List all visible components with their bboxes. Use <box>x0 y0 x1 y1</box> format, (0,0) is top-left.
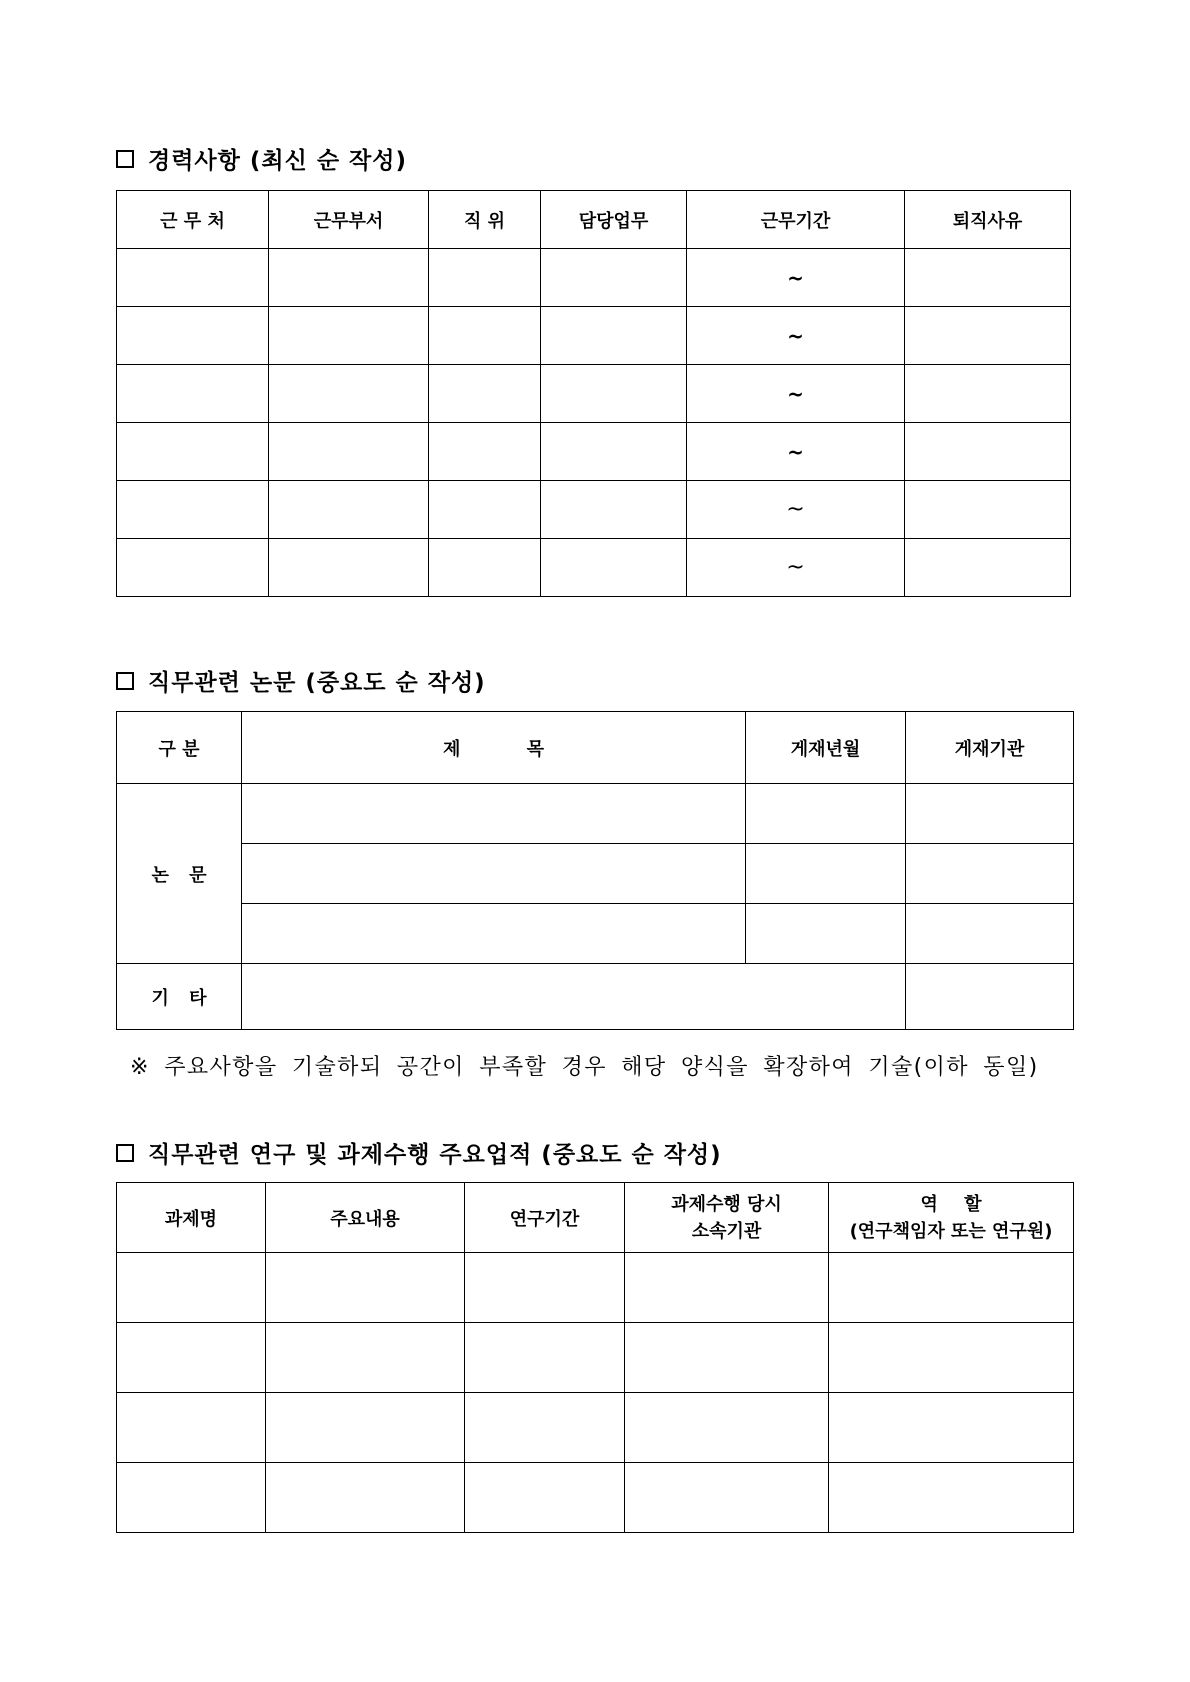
note-text: ※ 주요사항을 기술하되 공간이 부족할 경우 해당 양식을 확장하여 기술(이하 동일) <box>130 1055 1039 1080</box>
research-period-cell[interactable] <box>465 1393 625 1463</box>
affiliation-cell[interactable] <box>625 1463 829 1533</box>
papers-header-row <box>117 712 1074 784</box>
header-affiliation <box>625 1183 829 1253</box>
project-name-cell[interactable] <box>117 1393 266 1463</box>
checkbox-square-icon <box>116 1144 134 1162</box>
research-section-title <box>116 1136 722 1169</box>
paper-publisher-cell[interactable] <box>906 784 1074 844</box>
work-period-cell[interactable]: ~ <box>687 365 905 423</box>
papers-section-title <box>116 664 486 697</box>
main-content-cell[interactable] <box>266 1323 465 1393</box>
checkbox-square-icon <box>116 150 134 168</box>
resignation-reason-cell[interactable] <box>905 365 1071 423</box>
papers-title-text: 직무관련 논문 (중요도 순 작성) <box>148 670 486 696</box>
category-paper-cell: 논 문 <box>117 784 242 964</box>
research-period-cell[interactable] <box>465 1253 625 1323</box>
project-name-cell[interactable] <box>117 1463 266 1533</box>
table-row <box>117 964 1074 1030</box>
table-row <box>117 784 1074 844</box>
header-project-name: 과제명 <box>117 1183 266 1253</box>
paper-publisher-cell[interactable] <box>906 904 1074 964</box>
position-cell[interactable] <box>429 539 541 597</box>
workplace-cell[interactable] <box>117 249 269 307</box>
paper-date-cell[interactable] <box>746 904 906 964</box>
affiliation-cell[interactable] <box>625 1323 829 1393</box>
duties-cell[interactable] <box>541 249 687 307</box>
role-cell[interactable] <box>829 1323 1074 1393</box>
role-cell[interactable] <box>829 1393 1074 1463</box>
department-cell[interactable] <box>269 481 429 539</box>
career-table <box>116 190 1071 597</box>
department-cell[interactable] <box>269 307 429 365</box>
duties-cell[interactable] <box>541 423 687 481</box>
position-cell[interactable] <box>429 307 541 365</box>
workplace-cell[interactable] <box>117 423 269 481</box>
workplace-cell[interactable] <box>117 307 269 365</box>
header-work-period: 근무기간 <box>687 191 905 249</box>
duties-cell[interactable] <box>541 365 687 423</box>
header-role <box>829 1183 1074 1253</box>
research-header-row <box>117 1183 1074 1253</box>
other-title-cell[interactable] <box>242 964 906 1030</box>
paper-title-cell[interactable] <box>242 904 746 964</box>
affiliation-cell[interactable] <box>625 1393 829 1463</box>
header-affiliation-line2: 소속기관 <box>691 1220 762 1242</box>
header-research-period: 연구기간 <box>465 1183 625 1253</box>
header-position: 직 위 <box>429 191 541 249</box>
position-cell[interactable] <box>429 423 541 481</box>
duties-cell[interactable] <box>541 481 687 539</box>
affiliation-cell[interactable] <box>625 1253 829 1323</box>
position-cell[interactable] <box>429 481 541 539</box>
header-main-content: 주요내용 <box>266 1183 465 1253</box>
paper-date-cell[interactable] <box>746 784 906 844</box>
career-title-text: 경력사항 (최신 순 작성) <box>148 148 408 174</box>
project-name-cell[interactable] <box>117 1323 266 1393</box>
table-row <box>117 249 1071 307</box>
career-header-row <box>117 191 1071 249</box>
career-section-title <box>116 142 407 175</box>
paper-title-cell[interactable] <box>242 784 746 844</box>
header-duties: 담당업무 <box>541 191 687 249</box>
header-title-text: 제 목 <box>442 738 545 760</box>
other-publisher-cell[interactable] <box>906 964 1074 1030</box>
work-period-cell[interactable]: ~ <box>687 481 905 539</box>
project-name-cell[interactable] <box>117 1253 266 1323</box>
work-period-cell[interactable]: ~ <box>687 307 905 365</box>
research-title-text: 직무관련 연구 및 과제수행 주요업적 (중요도 순 작성) <box>148 1142 722 1168</box>
header-role-line1: 역 할 <box>920 1193 982 1215</box>
header-title <box>242 712 746 784</box>
header-workplace: 근 무 처 <box>117 191 269 249</box>
position-cell[interactable] <box>429 365 541 423</box>
table-row <box>117 307 1071 365</box>
table-row <box>117 904 1074 964</box>
duties-cell[interactable] <box>541 307 687 365</box>
paper-title-cell[interactable] <box>242 844 746 904</box>
research-period-cell[interactable] <box>465 1463 625 1533</box>
header-category: 구 분 <box>117 712 242 784</box>
main-content-cell[interactable] <box>266 1393 465 1463</box>
table-row <box>117 1393 1074 1463</box>
resignation-reason-cell[interactable] <box>905 307 1071 365</box>
checkbox-square-icon <box>116 672 134 690</box>
resignation-reason-cell[interactable] <box>905 539 1071 597</box>
position-cell[interactable] <box>429 249 541 307</box>
research-period-cell[interactable] <box>465 1323 625 1393</box>
work-period-cell[interactable]: ~ <box>687 539 905 597</box>
main-content-cell[interactable] <box>266 1463 465 1533</box>
department-cell[interactable] <box>269 539 429 597</box>
research-table <box>116 1182 1074 1533</box>
workplace-cell[interactable] <box>117 539 269 597</box>
department-cell[interactable] <box>269 423 429 481</box>
header-resignation-reason: 퇴직사유 <box>905 191 1071 249</box>
header-role-line2: (연구책임자 또는 연구원) <box>849 1220 1053 1242</box>
main-content-cell[interactable] <box>266 1253 465 1323</box>
table-row <box>117 423 1071 481</box>
category-other-cell: 기 타 <box>117 964 242 1030</box>
department-cell[interactable] <box>269 365 429 423</box>
role-cell[interactable] <box>829 1463 1074 1533</box>
table-row <box>117 539 1071 597</box>
resignation-reason-cell[interactable] <box>905 423 1071 481</box>
header-publisher: 게재기관 <box>906 712 1074 784</box>
workplace-cell[interactable] <box>117 481 269 539</box>
header-publication-date: 게재년월 <box>746 712 906 784</box>
resignation-reason-cell[interactable] <box>905 249 1071 307</box>
role-cell[interactable] <box>829 1253 1074 1323</box>
table-row <box>117 1253 1074 1323</box>
workplace-cell[interactable] <box>117 365 269 423</box>
duties-cell[interactable] <box>541 539 687 597</box>
table-row <box>117 1463 1074 1533</box>
table-row <box>117 481 1071 539</box>
paper-date-cell[interactable] <box>746 844 906 904</box>
work-period-cell[interactable]: ~ <box>687 423 905 481</box>
table-row <box>117 365 1071 423</box>
table-row <box>117 1323 1074 1393</box>
work-period-cell[interactable]: ~ <box>687 249 905 307</box>
resignation-reason-cell[interactable] <box>905 481 1071 539</box>
papers-table <box>116 711 1074 1030</box>
table-row <box>117 844 1074 904</box>
header-affiliation-line1: 과제수행 당시 <box>671 1193 782 1215</box>
header-department: 근무부서 <box>269 191 429 249</box>
paper-publisher-cell[interactable] <box>906 844 1074 904</box>
department-cell[interactable] <box>269 249 429 307</box>
